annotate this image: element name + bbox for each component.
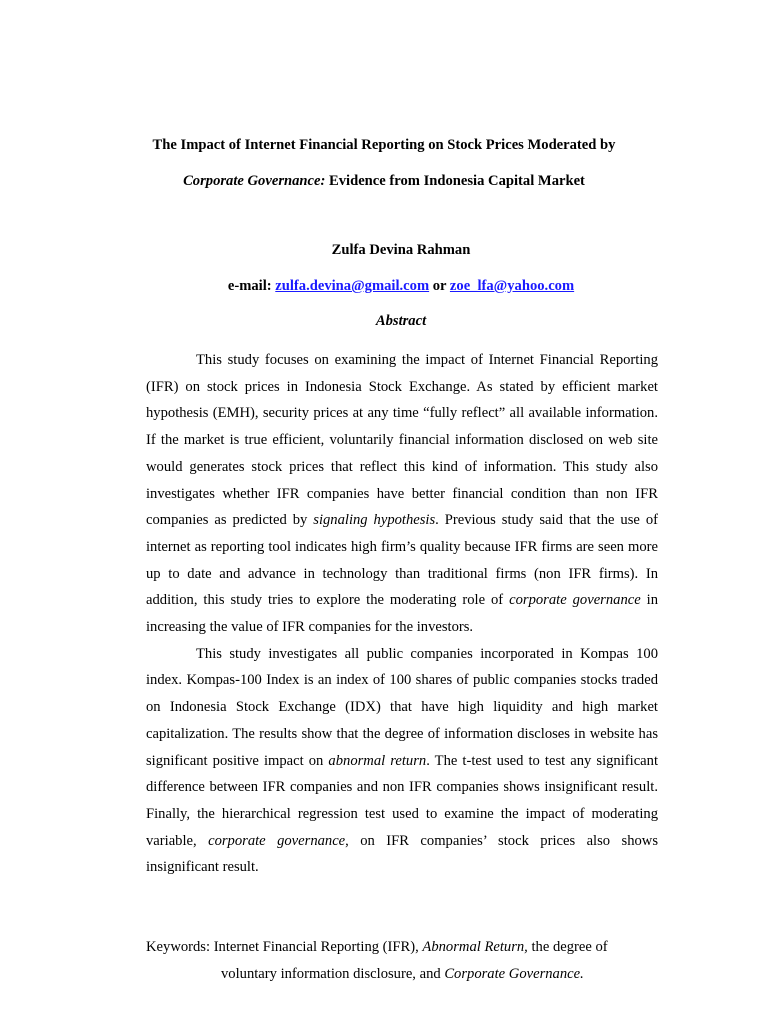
- author-name: Zulfa Devina Rahman: [331, 242, 471, 258]
- paper-title-line-2: [0, 172, 768, 190]
- abstract-paragraph-2: This study investigates all public companies incorporated in Kompas 100 index. Kompas-100 Index is an index of 100 shares of public companies stocks traded on Indonesia Stock Exchange (IDX) that have high liquidity and high market capitalization. The results show that the degree of information discloses in website has significant positive impact on abnormal return. The t-test used to test any significant difference between IFR companies and non IFR companies shows insignificant result. Finally, the hierarchical regression test used to examine the impact of moderating variable, corporate governance, on IFR companies’ stock prices also shows insignificant result.: [146, 645, 659, 876]
- title-italic-part: Corporate Governance:: [183, 173, 326, 189]
- paper-title-line-1: The Impact of Internet Financial Reporting on Stock Prices Moderated by: [152, 137, 616, 153]
- keywords-line-2: voluntary information disclosure, and Corporate Governance.: [221, 966, 584, 982]
- email-link-yahoo[interactable]: zoe_lfa@yahoo.com: [449, 278, 575, 294]
- keywords: [146, 934, 666, 988]
- keywords-line-1: Keywords: Internet Financial Reporting (IFR), Abnormal Return, the degree of: [146, 939, 608, 955]
- title-rest: Evidence from Indonesia Capital Market: [325, 173, 585, 189]
- abstract-paragraph-1: This study focuses on examining the impact of Internet Financial Reporting (IFR) on stock prices in Indonesia Stock Exchange. As stated by efficient market hypothesis (EMH), security prices at any time “fully reflect” all available information. If the market is true efficient, voluntarily financial information disclosed on web site would generates stock prices that reflect this kind of information. This study also investigates whether IFR companies have better financial condition than non IFR companies as predicted by signaling hypothesis. Previous study said that the use of internet as reporting tool indicates high firm’s quality because IFR firms are seen more up to date and advance in technology than traditional firms (non IFR firms). In addition, this study tries to explore the moderating role of corporate governance in increasing the value of IFR companies for the investors.: [146, 352, 659, 636]
- email-line: [0, 278, 768, 295]
- email-link-gmail[interactable]: zulfa.devina@gmail.com: [275, 278, 430, 294]
- email-prefix: e-mail:: [227, 278, 276, 294]
- abstract-body: [146, 347, 658, 881]
- abstract-heading: Abstract: [375, 313, 427, 329]
- email-separator: or: [429, 278, 450, 294]
